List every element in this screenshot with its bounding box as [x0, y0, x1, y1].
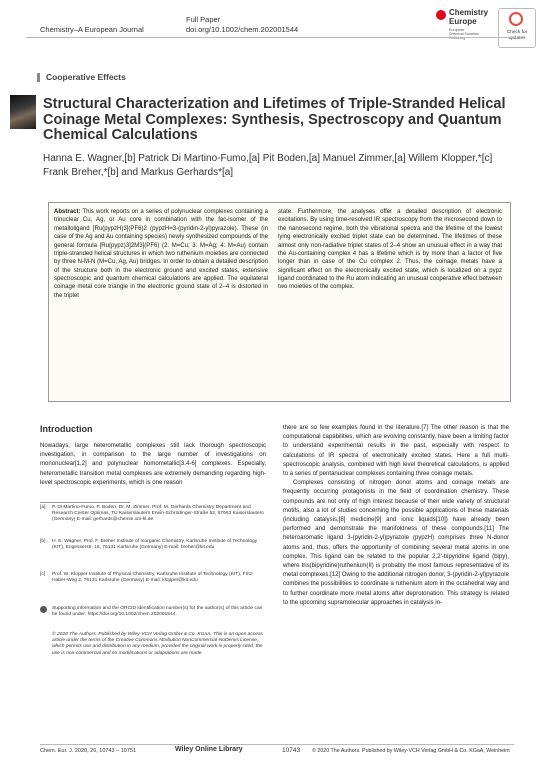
check-updates-icon: [509, 12, 523, 26]
graphic-thumbnail: [10, 95, 36, 129]
supporting-info-note[interactable]: [40, 606, 266, 618]
affiliation-b: [40, 539, 266, 551]
footnote-tag: [a]: [40, 505, 46, 510]
doi-link[interactable]: doi.org/10.1002/chem.202001544: [186, 25, 299, 34]
intro-column-1: Nowadays, large heterometallic complexes still lack thorough spectroscopic investigation, in comparison to the large number of investigations on mononuclear[1,2] and polynuclear homometallic[3,4-6] complexes. Especially, heterometallic transition metal complexes are extremely demanding regarding high-level spectroscopic experiments, which is one reason: [40, 443, 266, 486]
wiley-online-library-link[interactable]: Wiley Online Library: [175, 746, 243, 753]
paper-type: Full Paper: [186, 15, 221, 24]
footnote-tag: [c]: [40, 572, 46, 577]
affiliation-c: [40, 572, 266, 584]
intro-column-2: [283, 424, 509, 752]
author-list: Hanna E. Wagner,[b] Patrick Di Martino-Fumo,[a] Pit Boden,[a] Manuel Zimmer,[a] Willem Klopper,*[c] Frank Breher,*[b] and Markus Gerhards*[a]: [43, 153, 493, 178]
footnote-text: P. Di Martino-Fumo, P. Boden, Dr. M. Zimmer, Prof. M. Gerhards Chemistry Department and Research Center Optimas, TU Kaiserslautern Erwin-Schrödinger-Straße 52, 67663 Kaiserslautern (Germany) E-mail: gerhards@chemie.uni-kl.de: [52, 505, 264, 523]
abstract-label: Abstract:: [54, 209, 81, 215]
header-divider: [26, 37, 516, 38]
logo-mark-icon: [436, 10, 446, 20]
abstract-text-1: This work reports on a series of polynuclear complexes containing a trinuclear Cu, Ag, or Au core in combination with the fac-isomer of the metalloligand [Ru(pypzH)3](PF6)2 (pypzH=3-(pyridin-2-yl)pyrazole). These (in case of the Ag and Au containing species) newly synthesized compounds of the general formula [Ru(pypz)3]2M3](PF6) (2: M=Cu; 3: M=Ag; 4: M=Au) contain triple-stranded helical structures in which two ruthenium moieties are connected by three N-M-N (M=Cu, Ag, Au) bridges. In order to obtain a detailed description of the structure both in the electronic ground and excited states, extensive spectroscopic and quantum chemical calculations are applied. The equilateral coinage metal core triangle in the electronic ground state of 2–4 is distorted in the triplet: [54, 209, 268, 299]
footnote-text: © 2020 The Authors. Published by Wiley-VCH Verlag GmbH & Co. KGaA. This is an open access article under the terms of the Creative Commons Attribution NonCommercial-NoDerivs License, which permits use and distribution in any medium, provided the original work is properly cited, the use is non-commercial and no modifications or adaptations are made.: [52, 632, 263, 656]
logo-text: Chemistry Europe: [449, 8, 489, 26]
footnote-divider: [40, 502, 130, 503]
footer-citation: Chem. Eur. J. 2020, 26, 10743 – 10751: [40, 748, 137, 754]
intro-paragraph: Complexes consisting of nitrogen donor atoms and coinage metals are frequently occurring protagonists in the field of coordination chemistry. These compounds are not only of high interest because of their wide variety of structural motifs, also a lot of studies concerning the possible applications of these materials (including catalysis,[8] medicine[9] and ionic liquids[10]) have already been performed and demonstrate the manifoldness of these compounds.[11] The heteroaromatic ligand 3-(pyridin-2-yl)pyrazole (pypzH) comprises three N-donor atoms and, thus, offers the opportunity of combining several metal atoms in one complex. This ligand can be related to the popular 2,2'-bipyridine ligand (bipy), where tris(bipyridine)ruthenium(II) is probably the most famous representative of its metal complexes.[12] Owing to the additional nitrogen donor, 3-(pyridin-2-yl)pyrazole combines the possibilities to coordinate a ruthenium atom in the octahedral way and to further coordinate more metal atoms after deprotonation. This strategy is related to the upcoming supramolecular approaches in catalysis in-: [283, 480, 509, 606]
footnote-tag: [b]: [40, 539, 46, 544]
check-for-updates-button[interactable]: [498, 8, 536, 48]
footnote-text: H. E. Wagner, Prof. F. Breher Institute of Inorganic Chemistry, Karlsruhe Institute of Technology (KIT), Engesserstr. 15, 76131 Karlsruhe (Germany) E-mail: breher@kit.edu: [52, 539, 258, 551]
supporting-info-icon: [40, 606, 47, 613]
footnote-text: Prof. W. Klopper Institute of Physical Chemistry, Karlsruhe Institute of Technology (KIT), Fritz-Haber-Weg 2, 76131 Karlsruhe (Germany) E-mail: klopper@kit.edu: [52, 572, 254, 584]
abstract-column-2: state. Furthermore, the analyses offer a detailed description of electronic excitations. By using time-resolved IR spectroscopy from the microsecond down to the nanosecond regime, both the vibrational spectra and the lifetime of the lowest lying electronically excited triplet state can be determined. The lifetimes of these almost only non-radiative triplet states of 2–4 show an unusual effect in a way that the Au-containing complex 4 has a lifetime which is by more than a factor of five longer than in case of the Cu complex 2. Thus, the coinage metals have a significant effect on the electronically excited state, which is localized on a pypz ligand coordinated to the Ru atom indicating an unusual cooperative effect between two moieties of the complex.: [278, 209, 502, 291]
section-tag: Cooperative Effects: [37, 73, 126, 82]
intro-paragraph: there are so few examples found in the literature.[7] The other reason is that the computational capabilities, which are evolving constantly, have been a limiting factor to understand experimental results in the past, especially with respect to calculations of IR spectra of electronically excited states. Here a full multi-spectroscopic analysis, combined with high level theoretical calculations, is applied to a series of pentanuclear complexes containing three coinage metals.: [283, 425, 509, 478]
logo-subtext: European Chemical Societies Publishing: [449, 28, 479, 40]
article-title: Structural Characterization and Lifetimes of Triple-Stranded Helical Coinage Metal Complexes: Synthesis, Spectroscopy and Quantum Chemical Calculations: [43, 96, 506, 143]
header-block: [186, 15, 298, 35]
license-note: [40, 632, 266, 657]
footnote-text: Supporting information and the ORCID identification number(s) for the author(s) of this article can be found under: https://doi.org/10.1002/chem.202001544.: [52, 606, 263, 618]
journal-name: Chemistry–A European Journal: [40, 25, 144, 34]
footer-copyright: © 2020 The Authors. Published by Wiley-VCH Verlag GmbH & Co. KGaA, Weinheim: [312, 748, 510, 754]
check-updates-label: Check for updates: [506, 30, 528, 41]
footer-divider: [40, 744, 514, 745]
introduction-heading: Introduction: [40, 424, 93, 434]
page-number: 10743: [282, 747, 301, 754]
abstract-column-1: [54, 208, 268, 396]
chemistry-europe-logo: [436, 6, 498, 46]
affiliation-a: [40, 505, 266, 524]
